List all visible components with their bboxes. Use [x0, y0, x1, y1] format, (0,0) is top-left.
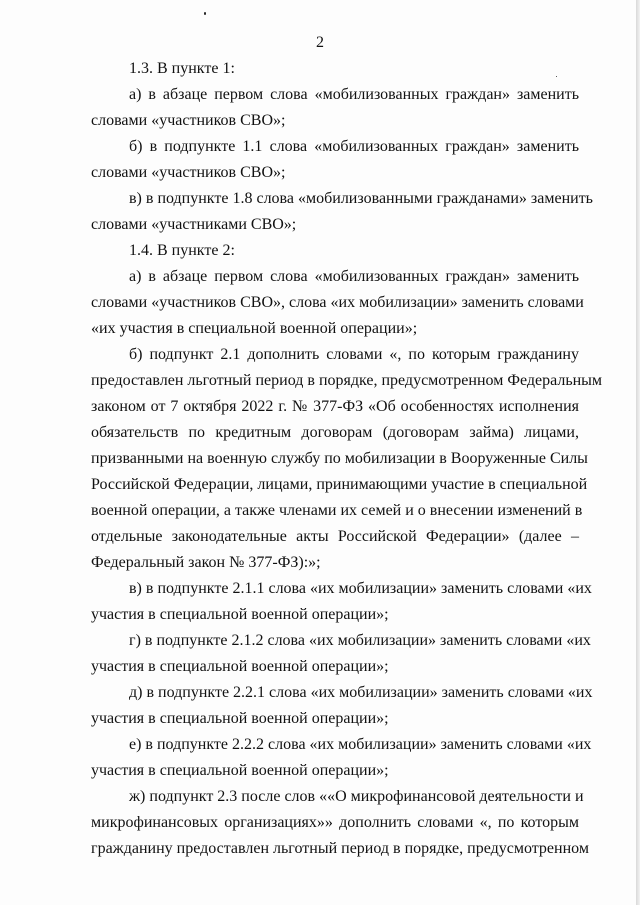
- text-line: гражданину предоставлен льготный период в порядке, предусмотренном: [91, 840, 589, 857]
- text-line: обязательств по кредитным договорам (договорам займа) лицами,: [91, 424, 579, 441]
- paragraph: [91, 628, 591, 680]
- text-line: д) в подпункте 2.2.1 слова «их мобилизации» заменить словами «их: [129, 684, 593, 701]
- text-line: б) в подпункте 1.1 слова «мобилизованных граждан» заменить: [129, 138, 579, 155]
- paragraph: [91, 784, 589, 862]
- text-line: законом от 7 октября 2022 г. № 377-ФЗ «Об особенностях исполнения: [91, 398, 579, 415]
- text-line: г) в подпункте 2.1.2 слова «их мобилизации» заменить словами «их: [129, 632, 591, 649]
- paragraph: [91, 680, 593, 732]
- text-line: е) в подпункте 2.2.2 слова «их мобилизации» заменить словами «их: [129, 736, 592, 753]
- paragraph: [91, 342, 603, 576]
- page-number: 2: [316, 34, 324, 51]
- text-line: в) в подпункте 1.8 слова «мобилизованными гражданами» заменить: [129, 190, 593, 207]
- text-line: а) в абзаце первом слова «мобилизованных граждан» заменить: [129, 86, 579, 103]
- text-line: б) подпункт 2.1 дополнить словами «, по которым гражданину: [129, 346, 579, 363]
- text-line: Федеральный закон № 377-ФЗ):»;: [91, 554, 321, 571]
- text-line: призванными на военную службу по мобилизации в Вооруженные Силы: [91, 450, 588, 467]
- paragraph: [91, 186, 593, 238]
- text-line: а) в абзаце первом слова «мобилизованных граждан» заменить: [129, 268, 579, 285]
- text-line: словами «участников СВО»;: [91, 112, 286, 129]
- text-line: Российской Федерации, лицами, принимающими участие в специальной: [91, 476, 588, 493]
- text-line: словами «участниками СВО»;: [91, 216, 297, 233]
- scan-speck: [204, 12, 206, 15]
- text-line: словами «участников СВО», слова «их мобилизации» заменить словами: [91, 294, 584, 311]
- text-line: военной операции, а также членами их семей и о внесении изменений в: [91, 502, 583, 519]
- text-line: словами «участников СВО»;: [91, 164, 286, 181]
- text-line: участия в специальной военной операции»;: [91, 762, 389, 779]
- paragraph: [91, 134, 579, 186]
- paragraph: [91, 56, 579, 82]
- paragraph: [91, 264, 584, 342]
- paragraph: [91, 82, 579, 134]
- scan-edge-shadow: [636, 0, 640, 905]
- text-line: ж) подпункт 2.3 после слов ««О микрофинансовой деятельности и: [129, 788, 584, 805]
- document-body: [91, 56, 603, 862]
- text-line: участия в специальной военной операции»;: [91, 710, 389, 727]
- text-line: «их участия в специальной военной операции»;: [91, 320, 418, 337]
- text-line: 1.4. В пункте 2:: [129, 242, 235, 259]
- text-line: в) в подпункте 2.1.1 слова «их мобилизации» заменить словами «их: [129, 580, 592, 597]
- text-line: отдельные законодательные акты Российской Федерации» (далее –: [91, 528, 579, 545]
- text-line: участия в специальной военной операции»;: [91, 606, 389, 623]
- text-line: микрофинансовых организациях»» дополнить словами «, по которым: [91, 814, 579, 831]
- text-line: 1.3. В пункте 1:: [129, 60, 235, 77]
- text-line: предоставлен льготный период в порядке, предусмотренном Федеральным: [91, 372, 603, 389]
- text-line: участия в специальной военной операции»;: [91, 658, 389, 675]
- paragraph: [91, 238, 579, 264]
- paragraph: [91, 576, 592, 628]
- paragraph: [91, 732, 592, 784]
